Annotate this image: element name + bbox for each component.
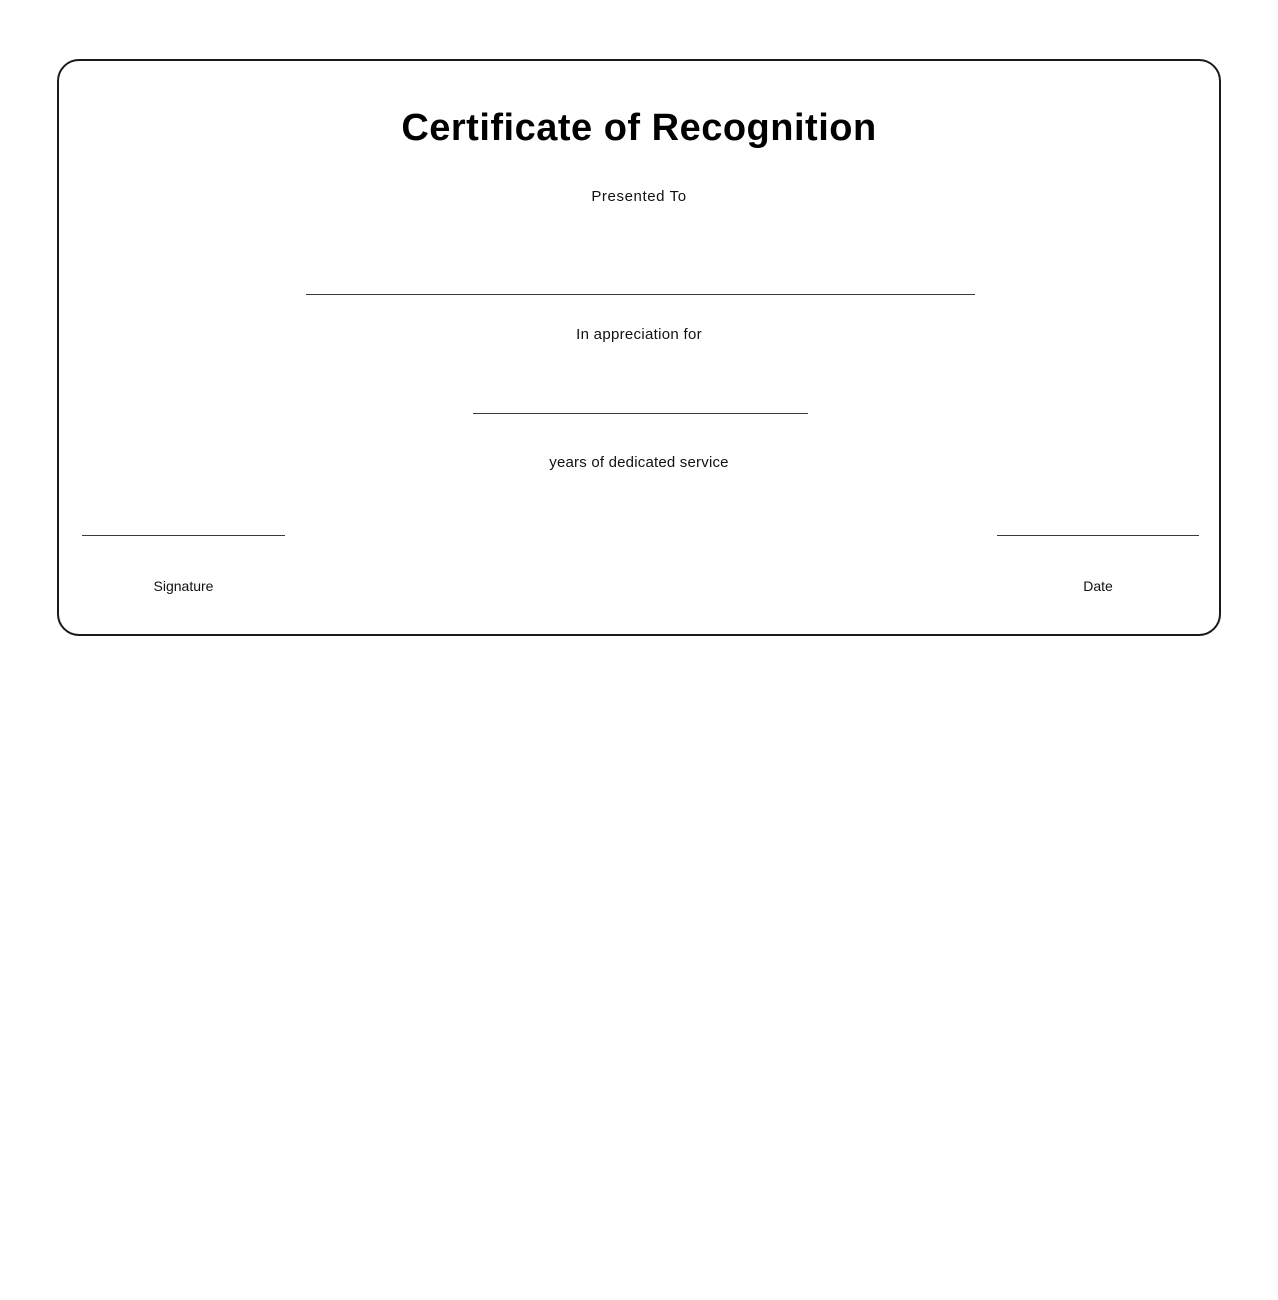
signature-line[interactable]	[82, 535, 285, 536]
recipient-name-line[interactable]	[306, 294, 975, 295]
presented-to-label: Presented To	[591, 188, 687, 205]
appreciation-label: In appreciation for	[576, 326, 702, 343]
date-line[interactable]	[997, 535, 1199, 536]
certificate-card	[57, 59, 1221, 636]
dedicated-service-label: years of dedicated service	[549, 454, 729, 471]
signature-label: Signature	[153, 578, 214, 594]
years-input-line[interactable]	[473, 413, 808, 414]
page-title: Certificate of Recognition	[401, 107, 877, 149]
date-label: Date	[1083, 578, 1113, 594]
